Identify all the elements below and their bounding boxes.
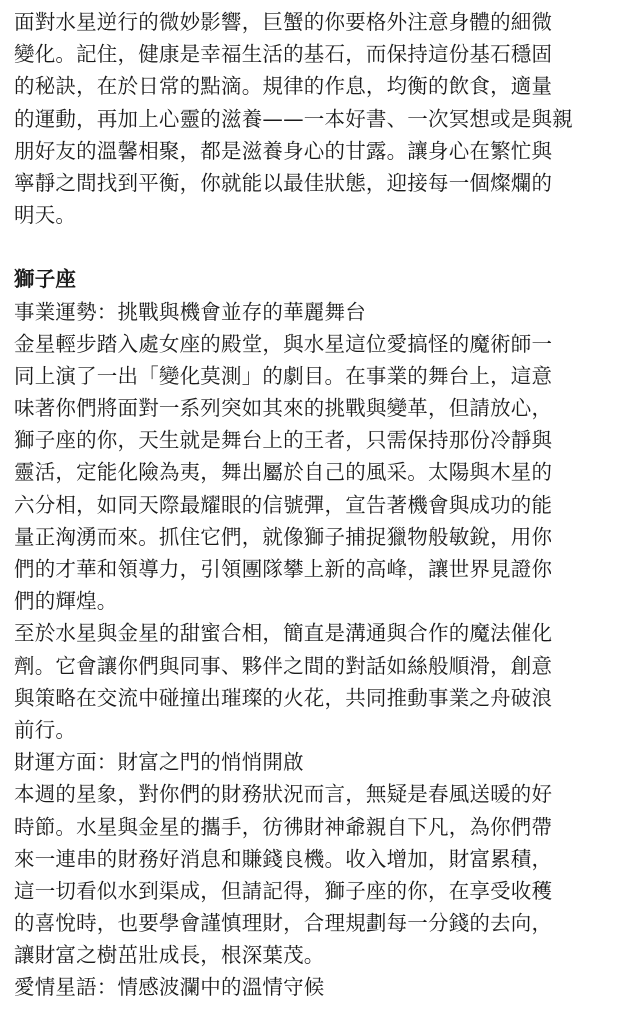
- text-line: 們的才華和領導力，引領團隊攀上新的高峰，讓世界見證你: [14, 557, 553, 581]
- text-line: 的秘訣，在於日常的點滴。規律的作息，均衡的飲食，適量: [14, 74, 553, 99]
- text-line: 味著你們將面對一系列突如其來的挑戰與變革，但請放心，: [14, 396, 553, 421]
- text-line: 來一連串的財務好消息和賺錢良機。收入增加，財富累積，: [14, 846, 553, 871]
- section-spacer: [14, 231, 613, 263]
- text-line: 量正洶湧而來。抓住它們，就像獅子捕捉獵物般敏銳，用你: [14, 524, 553, 549]
- text-line: 時節。水星與金星的攜手，彷彿財神爺親自下凡，為你們帶: [14, 814, 553, 839]
- health-paragraph: [14, 6, 613, 231]
- wealth-heading: 財運方面：財富之門的悄悄開啟: [14, 750, 304, 775]
- text-line: 劑。它會讓你們與同事、夥伴之間的對話如絲般順滑，創意: [14, 653, 553, 678]
- wealth-paragraph: [14, 778, 613, 971]
- text-line: 變化。記住，健康是幸福生活的基石，而保持這份基石穩固: [14, 42, 553, 67]
- love-heading: 愛情星語：情感波瀾中的溫情守候: [14, 975, 325, 1000]
- text-line: 與策略在交流中碰撞出璀璨的火花，共同推動事業之舟破浪: [14, 685, 553, 710]
- text-line: 前行。: [14, 717, 77, 742]
- text-line: 面對水星逆行的微妙影響，巨蟹的你要格外注意身體的細微: [14, 10, 553, 34]
- text-line: 的運動，再加上心靈的滋養——一本好書、一次冥想或是與親: [14, 106, 573, 131]
- career-paragraph-1: [14, 328, 613, 618]
- text-line: 金星輕步踏入處女座的殿堂，與水星這位愛搞怪的魔術師一: [14, 331, 553, 356]
- text-line: 六分相，如同天際最耀眼的信號彈，宣告著機會與成功的能: [14, 492, 553, 517]
- text-line: 寧靜之間找到平衡，你就能以最佳狀態，迎接每一個燦爛的: [14, 170, 553, 195]
- text-line: 靈活，定能化險為夷，舞出屬於自己的風采。太陽與木星的: [14, 460, 553, 485]
- career-heading: 事業運勢：挑戰與機會並存的華麗舞台: [14, 299, 366, 324]
- text-line: 明天。: [14, 203, 77, 228]
- text-line: 們的輝煌。: [14, 589, 118, 614]
- text-line: 本週的星象，對你們的財務狀況而言，無疑是春風送暖的好: [14, 782, 553, 807]
- text-line: 讓財富之樹茁壯成長，根深葉茂。: [14, 943, 325, 968]
- text-line: 獅子座的你，天生就是舞台上的王者，只需保持那份冷靜與: [14, 428, 553, 453]
- text-line: 同上演了一出「變化莫測」的劇目。在事業的舞台上，這意: [14, 363, 553, 388]
- career-paragraph-2: [14, 617, 613, 746]
- text-line: 朋好友的溫馨相聚，都是滋養身心的甘露。讓身心在繁忙與: [14, 138, 553, 163]
- leo-heading: 獅子座: [14, 267, 77, 292]
- text-line: 至於水星與金星的甜蜜合相，簡直是溝通與合作的魔法催化: [14, 621, 553, 646]
- text-line: 的喜悅時，也要學會謹慎理財，合理規劃每一分錢的去向，: [14, 911, 553, 936]
- text-line: 這一切看似水到渠成，但請記得，獅子座的你，在享受收穫: [14, 878, 553, 903]
